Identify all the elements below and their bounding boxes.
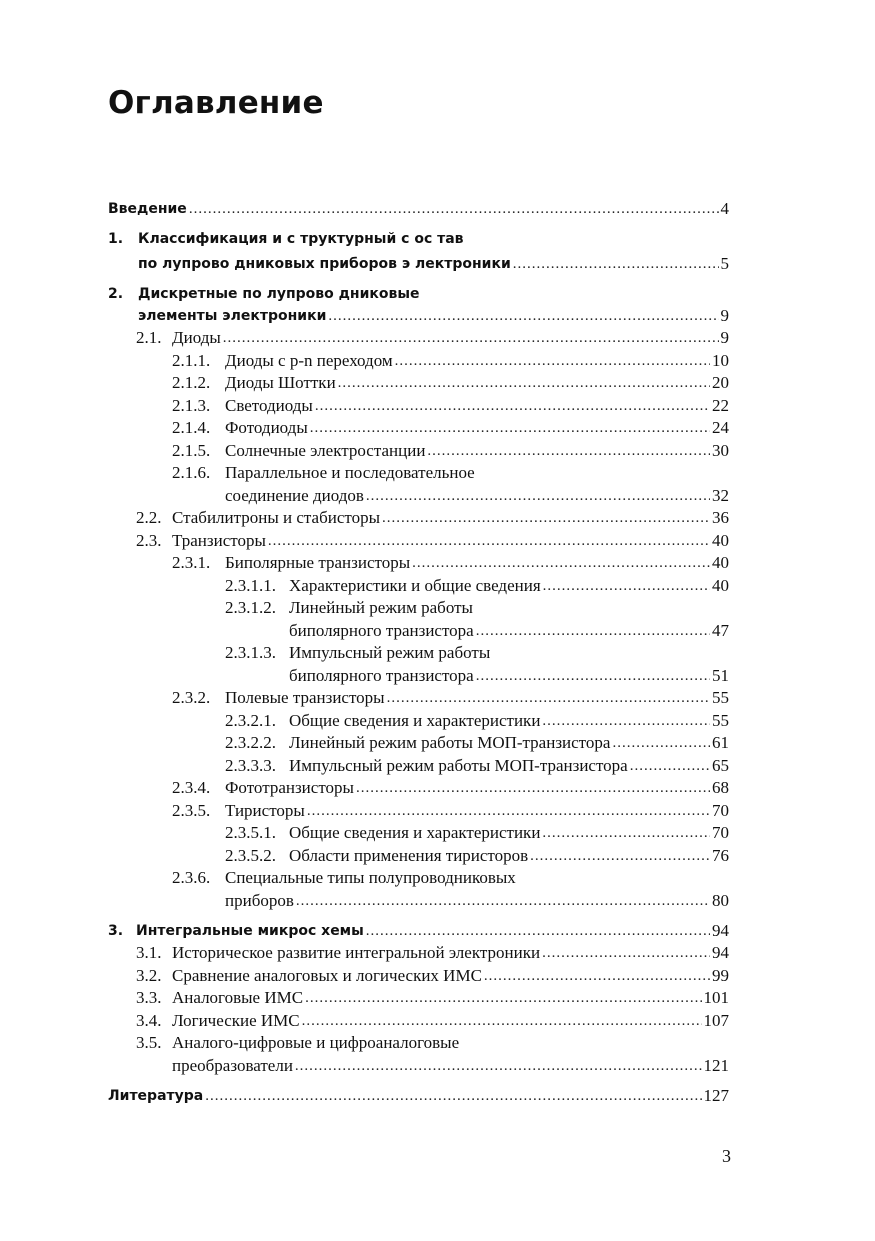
toc-entry-number: 2.1.1. [172,351,211,370]
toc-entry[interactable] [172,552,729,574]
dot-leader [543,575,710,597]
toc-entry-number: 2.3.1.2. [225,598,276,617]
toc-page-number: 24 [712,418,729,437]
toc-entry[interactable] [289,620,729,642]
page-title: Оглавление [108,85,324,121]
toc-entry[interactable] [172,777,729,799]
toc-page-number: 76 [712,846,729,865]
toc-entry[interactable] [172,350,729,372]
toc-entry[interactable] [225,822,729,844]
toc-entry-number: 2.3.1.3. [225,643,276,662]
toc-entry-title: Аналоговые ИМС [172,988,304,1007]
dot-leader [302,1010,702,1032]
toc-entry[interactable] [136,1010,729,1032]
dot-leader [205,1085,701,1107]
toc-page-number: 40 [712,553,729,572]
toc-entry[interactable] [108,1085,729,1107]
toc-page-number: 70 [712,801,729,820]
toc-entry[interactable] [136,965,729,987]
dot-leader [223,327,719,349]
toc-entry-title: биполярного транзистора [289,666,474,685]
toc-entry[interactable] [136,507,729,529]
toc-entry-number: 2.1.3. [172,396,211,415]
toc-entry[interactable] [136,327,729,349]
toc-page-number: 101 [703,988,729,1007]
dot-leader [189,198,719,220]
toc-entry-number: 2.1.5. [172,441,211,460]
toc-page-number: 107 [703,1011,729,1030]
toc-page-number: 65 [712,756,729,775]
toc-page-number: 94 [712,943,729,962]
toc-page-number: 51 [712,666,729,685]
dot-leader [427,440,710,462]
dot-leader [366,485,710,507]
toc-entry-number: 2. [108,286,124,302]
toc-entry-title: Области применения тиристоров [289,846,529,865]
dot-leader [542,942,710,964]
toc-page-number: 9 [720,306,729,325]
toc-entry-title: Транзисторы [172,531,266,550]
dot-leader [476,620,710,642]
toc-entry-number: 2.3.5.2. [225,846,276,865]
dot-leader [513,253,719,275]
dot-leader [382,507,710,529]
toc-page-number: 94 [712,921,729,940]
toc-entry-title: Литература [108,1088,204,1104]
toc-entry-title: приборов [225,891,294,910]
toc-entry[interactable] [225,710,729,732]
toc-entry-title: Стабилитроны и стабисторы [172,508,381,527]
toc-entry-title: Диоды с p-n переходом [225,351,393,370]
dot-leader [476,665,710,687]
dot-leader [305,987,701,1009]
toc-entry-title: Аналого-цифровые и цифроаналоговые [172,1033,460,1052]
toc-entry[interactable] [172,440,729,462]
toc-entry-number: 3.1. [136,943,162,962]
toc-entry-title: Линейный режим работы [289,598,473,617]
dot-leader [542,822,710,844]
toc-page-number: 4 [720,199,729,218]
toc-entry-title: по лупрово дниковых приборов э лектроники [138,256,511,272]
toc-entry-number: 3.3. [136,988,162,1007]
toc-entry-title: Общие сведения и характеристики [289,711,541,730]
toc-entry-title: Диоды [172,328,221,347]
toc-entry-number: 2.3.5. [172,801,211,820]
toc-page-number: 99 [712,966,729,985]
dot-leader [296,890,710,912]
toc-entry-title: Дискретные по лупрово дниковые [138,286,420,302]
dot-leader [530,845,710,867]
dot-leader [387,687,710,709]
dot-leader [295,1055,702,1077]
toc-page-number: 127 [703,1086,729,1105]
toc-entry-title: Специальные типы полупроводниковых [225,868,516,887]
toc-entry-title: Общие сведения и характеристики [289,823,541,842]
toc-entry-number: 2.1.6. [172,463,211,482]
toc-entry-title: преобразователи [172,1056,293,1075]
toc-entry[interactable] [172,395,729,417]
toc-entry-title: Импульсный режим работы [289,643,491,662]
toc-entry-title: Логические ИМС [172,1011,300,1030]
dot-leader [366,920,710,942]
toc-entry-title: Тиристоры [225,801,305,820]
toc-page-number: 47 [712,621,729,640]
toc-entry[interactable] [136,987,729,1009]
toc-entry[interactable] [172,417,729,439]
toc-entry-title: Биполярные транзисторы [225,553,411,572]
toc-page-number: 9 [720,328,729,347]
toc-entry-title: Параллельное и последовательное [225,463,475,482]
toc-entry-number: 2.3.2. [172,688,211,707]
toc-entry-title: Классификация и с труктурный с ос тав [138,231,464,247]
toc-entry[interactable] [108,198,729,220]
toc-entry-number: 2.3.2.1. [225,711,276,730]
toc-entry[interactable] [225,755,729,777]
toc-page-number: 5 [720,254,729,273]
toc-entry-number: 2.1. [136,328,162,347]
toc-page-number: 121 [703,1056,729,1075]
dot-leader [356,777,710,799]
toc-entry-number: 2.3.4. [172,778,211,797]
toc-entry[interactable] [108,228,729,250]
toc-page-number: 22 [712,396,729,415]
toc-entry[interactable] [136,530,729,552]
toc-entry[interactable] [136,942,729,964]
toc-entry-title: Фототранзисторы [225,778,354,797]
toc-page-number: 68 [712,778,729,797]
toc-entry[interactable] [172,867,729,889]
toc-entry-number: 2.3.2.2. [225,733,276,752]
toc-entry-number: 3.5. [136,1033,162,1052]
toc-entry[interactable] [225,845,729,867]
toc-entry-title: Полевые транзисторы [225,688,385,707]
toc-entry-number: 2.3. [136,531,162,550]
toc-entry-number: 2.3.6. [172,868,211,887]
toc-entry[interactable] [225,597,729,619]
toc-entry-title: Импульсный режим работы МОП-транзистора [289,756,628,775]
toc-entry-number: 3.2. [136,966,162,985]
toc-entry[interactable] [225,732,729,754]
toc-entry[interactable] [172,372,729,394]
toc-page-number: 36 [712,508,729,527]
toc-entry-number: 2.3.1.1. [225,576,276,595]
toc-entry[interactable] [172,687,729,709]
dot-leader [484,965,710,987]
toc-entry-title: соединение диодов [225,486,364,505]
dot-leader [412,552,710,574]
toc-entry-title: Введение [108,201,187,217]
toc-page-number: 80 [712,891,729,910]
toc-entry-number: 2.1.2. [172,373,211,392]
toc-page-number: 40 [712,531,729,550]
toc-page-number: 61 [712,733,729,752]
toc-page-number: 70 [712,823,729,842]
toc-entry-number: 2.2. [136,508,162,527]
toc-entry[interactable] [138,253,729,275]
dot-leader [338,372,710,394]
toc-page-number: 32 [712,486,729,505]
page-number: 3 [722,1146,731,1166]
toc-entry-title: Линейный режим работы МОП-транзистора [289,733,611,752]
toc-entry-number: 2.3.5.1. [225,823,276,842]
toc-entry[interactable] [138,305,729,327]
toc-page-number: 55 [712,711,729,730]
toc-entry-number: 2.3.1. [172,553,211,572]
toc-page-number: 10 [712,351,729,370]
dot-leader [612,732,710,754]
toc-page-number: 30 [712,441,729,460]
dot-leader [310,417,710,439]
dot-leader [630,755,710,777]
toc-entry[interactable] [172,1055,729,1077]
dot-leader [395,350,710,372]
toc-entry[interactable] [172,800,729,822]
toc-entry-number: 2.1.4. [172,418,211,437]
toc-entry-title: Интегральные микрос хемы [136,923,364,939]
toc-page-number: 55 [712,688,729,707]
toc-entry-title: элементы электроники [138,308,327,324]
toc-entry-number: 2.3.3.3. [225,756,276,775]
toc-entry-number: 3.4. [136,1011,162,1030]
toc-entry-number: 3. [108,923,124,939]
dot-leader [315,395,710,417]
toc-page-number: 20 [712,373,729,392]
toc-entry-title: Светодиоды [225,396,313,415]
toc-entry[interactable] [225,890,729,912]
toc-entry-title: Фотодиоды [225,418,308,437]
toc-entry-number: 1. [108,231,124,247]
toc-entry[interactable] [108,920,729,942]
dot-leader [542,710,710,732]
toc-entry-title: Характеристики и общие сведения [289,576,541,595]
toc-entry[interactable] [108,283,729,305]
toc-entry[interactable] [136,1032,729,1054]
toc-entry[interactable] [289,665,729,687]
dot-leader [328,305,718,327]
dot-leader [307,800,710,822]
toc-entry[interactable] [225,485,729,507]
toc-page-number: 40 [712,576,729,595]
toc-entry-title: биполярного транзистора [289,621,474,640]
toc-entry[interactable] [225,575,729,597]
toc-entry-title: Солнечные электростанции [225,441,426,460]
toc-entry-title: Сравнение аналоговых и логических ИМС [172,966,482,985]
toc-entry[interactable] [172,462,729,484]
toc-entry[interactable] [225,642,729,664]
dot-leader [268,530,710,552]
toc-entry-title: Диоды Шоттки [225,373,336,392]
toc-entry-title: Историческое развитие интегральной электроники [172,943,541,962]
